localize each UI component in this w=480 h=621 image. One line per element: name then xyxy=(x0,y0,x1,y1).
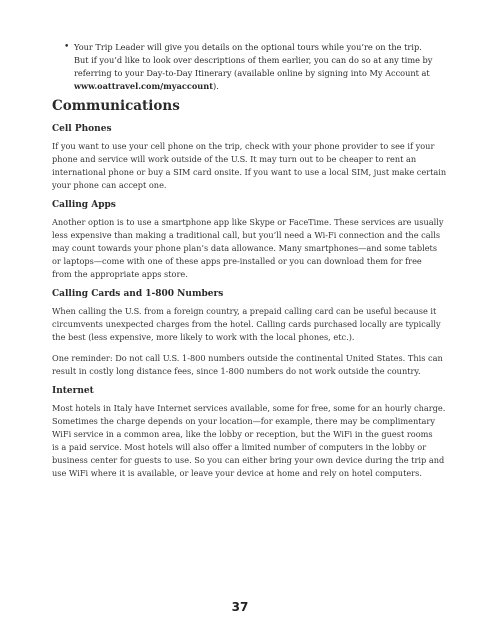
paragraph-line: If you want to use your cell phone on the trip, check with your phone provider to see if your xyxy=(52,141,435,151)
paragraph-line: When calling the U.S. from a foreign country, a prepaid calling card can be useful because it xyxy=(52,306,437,316)
paragraph-line: WiFi service in a common area, like the lobby or reception, but the WiFi in the guest rooms xyxy=(52,429,433,439)
calling-cards-heading: Calling Cards and 1-800 Numbers xyxy=(52,289,224,299)
paragraph-line: business center for guests to use. So you can either bring your own device during the trip and xyxy=(52,455,445,465)
paragraph-line: phone and service will work outside of the U.S. It may turn out to be cheaper to rent an xyxy=(52,154,417,164)
communications-heading: Communications xyxy=(52,98,180,114)
bullet-line: But if you’d like to look over descriptions of them earlier, you can do so at any time by xyxy=(74,55,433,65)
paragraph-line: or laptops—come with one of these apps pre-installed or you can download them for free xyxy=(52,256,422,266)
myaccount-link[interactable]: www.oattravel.com/myaccount xyxy=(74,81,213,91)
reminder-line: One reminder: Do not call U.S. 1-800 numbers outside the continental United States. This can xyxy=(52,353,443,363)
bullet-line-last xyxy=(74,80,219,93)
bullet-line-tail: ). xyxy=(213,81,219,91)
paragraph-line: Another option is to use a smartphone app like Skype or FaceTime. These services are usually xyxy=(52,217,444,227)
paragraph-line: Most hotels in Italy have Internet services available, some for free, some for an hourly charge. xyxy=(52,403,446,413)
paragraph-line: circumvents unexpected charges from the hotel. Calling cards purchased locally are typically xyxy=(52,319,441,329)
paragraph-line: your phone can accept one. xyxy=(52,180,167,190)
calling-apps-heading: Calling Apps xyxy=(52,200,116,210)
reminder-line: result in costly long distance fees, since 1-800 numbers do not work outside the country. xyxy=(52,366,421,376)
cell-phones-heading: Cell Phones xyxy=(52,124,112,134)
paragraph-line: is a paid service. Most hotels will also offer a limited number of computers in the lobby or xyxy=(52,442,427,452)
paragraph-line: the best (less expensive, more likely to work with the local phones, etc.). xyxy=(52,332,355,342)
paragraph-line: from the appropriate apps store. xyxy=(52,269,188,279)
paragraph-line: may count towards your phone plan’s data allowance. Many smartphones—and some tablets xyxy=(52,243,438,253)
paragraph-line: less expensive than making a traditional call, but you’ll need a Wi-Fi connection and the calls xyxy=(52,230,441,240)
internet-heading: Internet xyxy=(52,386,94,396)
paragraph-line: use WiFi where it is available, or leave your device at home and rely on hotel computers. xyxy=(52,468,422,478)
bullet-dot-icon: • xyxy=(64,42,70,52)
paragraph-line: Sometimes the charge depends on your location—for example, there may be complimentary xyxy=(52,416,435,426)
page-number: 37 xyxy=(231,600,249,614)
paragraph-line: international phone or buy a SIM card onsite. If you want to use a local SIM, just make certain xyxy=(52,167,447,177)
bullet-line: referring to your Day-to-Day Itinerary (available online by signing into My Account at xyxy=(74,68,430,78)
bullet-line: Your Trip Leader will give you details on the optional tours while you’re on the trip. xyxy=(74,42,422,52)
